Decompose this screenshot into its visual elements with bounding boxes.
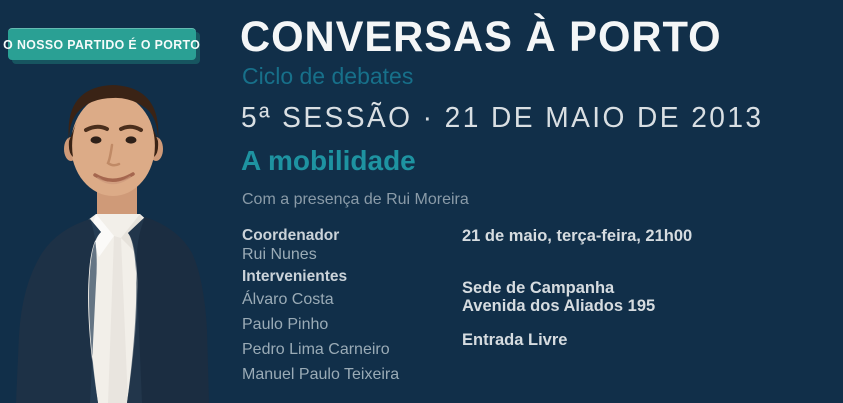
venue-address: Avenida dos Aliados 195	[462, 297, 656, 315]
event-title: CONVERSAS À PORTO	[240, 13, 722, 61]
event-datetime: 21 de maio, terça-feira, 21h00	[462, 227, 693, 245]
session-topic: A mobilidade	[241, 145, 416, 176]
party-slogan-label: O NOSSO PARTIDO É O PORTO	[3, 37, 201, 52]
speaker-name: Manuel Paulo Teixeira	[242, 366, 400, 383]
speaker-name: Pedro Lima Carneiro	[242, 341, 390, 358]
series-subtitle: Ciclo de debates	[242, 63, 414, 89]
session-date-line: 5ª SESSÃO · 21 DE MAIO DE 2013	[241, 102, 764, 134]
admission-note: Entrada Livre	[462, 331, 568, 349]
venue-name: Sede de Campanha	[462, 279, 615, 297]
coordinator-name: Rui Nunes	[242, 246, 317, 263]
presence-note: Com a presença de Rui Moreira	[242, 191, 469, 208]
coordinator-label: Coordenador	[242, 227, 340, 244]
party-slogan-badge	[3, 28, 201, 60]
speaker-name: Paulo Pinho	[242, 316, 329, 333]
portrait-photo	[0, 83, 235, 403]
speaker-name: Álvaro Costa	[242, 291, 334, 308]
speakers-label: Intervenientes	[242, 268, 348, 285]
